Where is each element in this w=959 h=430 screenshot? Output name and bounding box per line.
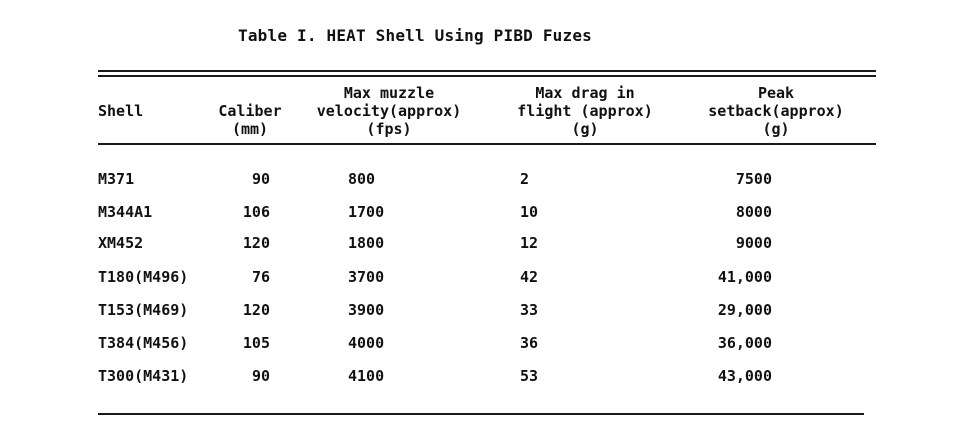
header-line: (fps) bbox=[366, 120, 412, 138]
header-line: (mm) bbox=[231, 120, 269, 138]
top-rule-1 bbox=[98, 70, 876, 72]
cell-caliber: 90 bbox=[251, 170, 270, 188]
cell-muzzle-velocity: 3700 bbox=[348, 268, 385, 286]
cell-caliber: 106 bbox=[242, 203, 270, 221]
cell-caliber: 120 bbox=[242, 301, 270, 319]
cell-caliber: 105 bbox=[242, 334, 270, 352]
cell-shell: T384(M456) bbox=[98, 334, 189, 352]
header-line: Shell bbox=[98, 102, 144, 120]
header-caliber bbox=[212, 102, 288, 138]
header-setback bbox=[688, 84, 864, 138]
cell-drag: 42 bbox=[520, 268, 539, 286]
cell-drag: 10 bbox=[520, 203, 539, 221]
table-title: Table I. HEAT Shell Using PIBD Fuzes bbox=[238, 26, 592, 45]
cell-muzzle-velocity: 3900 bbox=[348, 301, 385, 319]
cell-shell: M371 bbox=[98, 170, 135, 188]
cell-shell: T180(M496) bbox=[98, 268, 189, 286]
cell-drag: 2 bbox=[520, 170, 530, 188]
header-line: flight (approx) bbox=[517, 102, 653, 120]
cell-setback: 43,000 bbox=[717, 367, 772, 385]
header-line: Caliber bbox=[218, 102, 282, 120]
header-line: (g) bbox=[571, 120, 599, 138]
cell-setback: 41,000 bbox=[717, 268, 772, 286]
header-muzzle-velocity bbox=[290, 84, 488, 138]
cell-setback: 7500 bbox=[735, 170, 772, 188]
cell-muzzle-velocity: 4000 bbox=[348, 334, 385, 352]
cell-drag: 53 bbox=[520, 367, 539, 385]
header-shell bbox=[98, 102, 143, 120]
cell-muzzle-velocity: 1700 bbox=[348, 203, 385, 221]
cell-muzzle-velocity: 1800 bbox=[348, 234, 385, 252]
cell-drag: 36 bbox=[520, 334, 539, 352]
cell-setback: 8000 bbox=[735, 203, 772, 221]
cell-setback: 9000 bbox=[735, 234, 772, 252]
cell-shell: T300(M431) bbox=[98, 367, 189, 385]
cell-setback: 29,000 bbox=[717, 301, 772, 319]
header-line: velocity(approx) bbox=[316, 102, 462, 120]
cell-caliber: 76 bbox=[251, 268, 270, 286]
header-rule bbox=[98, 143, 876, 145]
header-line: Max muzzle bbox=[343, 84, 435, 102]
cell-muzzle-velocity: 4100 bbox=[348, 367, 385, 385]
header-line: Peak bbox=[757, 84, 795, 102]
header-drag bbox=[492, 84, 678, 138]
cell-drag: 33 bbox=[520, 301, 539, 319]
cell-drag: 12 bbox=[520, 234, 539, 252]
cell-shell: T153(M469) bbox=[98, 301, 189, 319]
bottom-rule bbox=[98, 413, 864, 415]
top-rule-2 bbox=[98, 75, 876, 77]
cell-caliber: 90 bbox=[251, 367, 270, 385]
header-line: (g) bbox=[762, 120, 790, 138]
cell-shell: M344A1 bbox=[98, 203, 153, 221]
header-line: Max drag in bbox=[535, 84, 635, 102]
cell-setback: 36,000 bbox=[717, 334, 772, 352]
cell-muzzle-velocity: 800 bbox=[348, 170, 376, 188]
cell-shell: XM452 bbox=[98, 234, 144, 252]
cell-caliber: 120 bbox=[242, 234, 270, 252]
header-line: setback(approx) bbox=[708, 102, 844, 120]
